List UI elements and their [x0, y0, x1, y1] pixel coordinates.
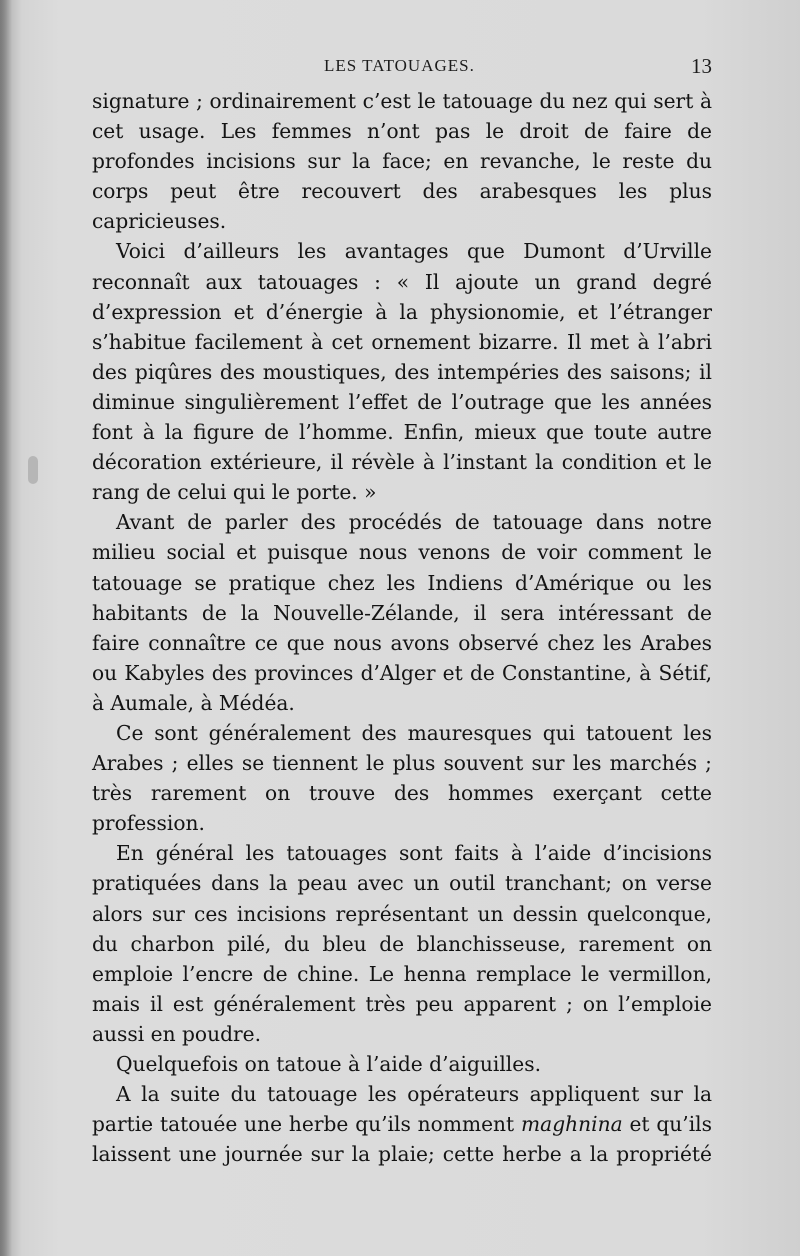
paragraph-maghnina	[92, 1079, 712, 1169]
page-header	[92, 56, 712, 82]
maghnina-text-before: A la suite du tatouage les opérateurs appliquent sur la partie tatouée une herbe qu’ils nomment	[92, 1082, 712, 1137]
paragraph-mauresques: Ce sont généralement des mauresques qui tatouent les Arabes ; elles se tiennent le plus souvent sur les marchés ; très rarement on trouve des hommes exerçant cette profession.	[92, 720, 712, 836]
margin-stain	[28, 456, 38, 484]
maghnina-text-after: et qu’ils laissent une journée sur la plaie; cette herbe a la propriété	[92, 1112, 712, 1167]
paragraph-procedes: Avant de parler des procédés de tatouage dans notre milieu social et puisque nous venons de voir comment le tatouage se pratique chez les Indiens d’Amérique ou les habitants de la Nouvelle-Zélande, il sera intéressant de faire connaître ce que nous avons observé chez les Arabes ou Kabyles des provinces d’Alger et de Constantine, à Sétif, à Aumale, à Médéa.	[92, 510, 712, 715]
page-number: 13	[691, 54, 712, 78]
paragraph-incisions: En général les tatouages sont faits à l’aide d’incisions pratiquées dans la peau avec un outil tranchant; on verse alors sur ces incisions représentant un dessin quelconque, du charbon pilé, du bleu de blanchisseuse, rarement on emploie l’encre de chine. Le henna remplace le vermillon, mais il est généralement très peu apparent ; on l’emploie aussi en poudre.	[92, 841, 712, 1046]
paragraph-dumont-durville: Voici d’ailleurs les avantages que Dumont d’Urville reconnaît aux tatouages : « Il ajoute un grand degré d’expression et d’énergie à la physionomie, et l’étranger s’habitue facilement à cet ornement bizarre. Il met à l’abri des piqûres des moustiques, des intempéries des saisons; il diminue singulièrement l’effet de l’outrage que les années font à la figure de l’homme. Enfin, mieux que toute autre décoration extérieure, il révèle à l’instant la condition et le rang de celui qui le porte. »	[92, 239, 712, 505]
binding-shadow	[0, 0, 12, 1256]
paragraph-aiguilles: Quelquefois on tatoue à l’aide d’aiguilles.	[116, 1052, 541, 1076]
running-title: LES TATOUAGES.	[324, 56, 475, 75]
body-text	[92, 86, 712, 1169]
maghnina-term: maghnina	[521, 1112, 623, 1137]
paragraph-continued: signature ; ordinairement c’est le tatouage du nez qui sert à cet usage. Les femmes n’ont pas le droit de faire de profondes incisions sur la face; en revanche, le reste du corps peut être recouvert des arabesques les plus capricieuses.	[92, 89, 712, 234]
